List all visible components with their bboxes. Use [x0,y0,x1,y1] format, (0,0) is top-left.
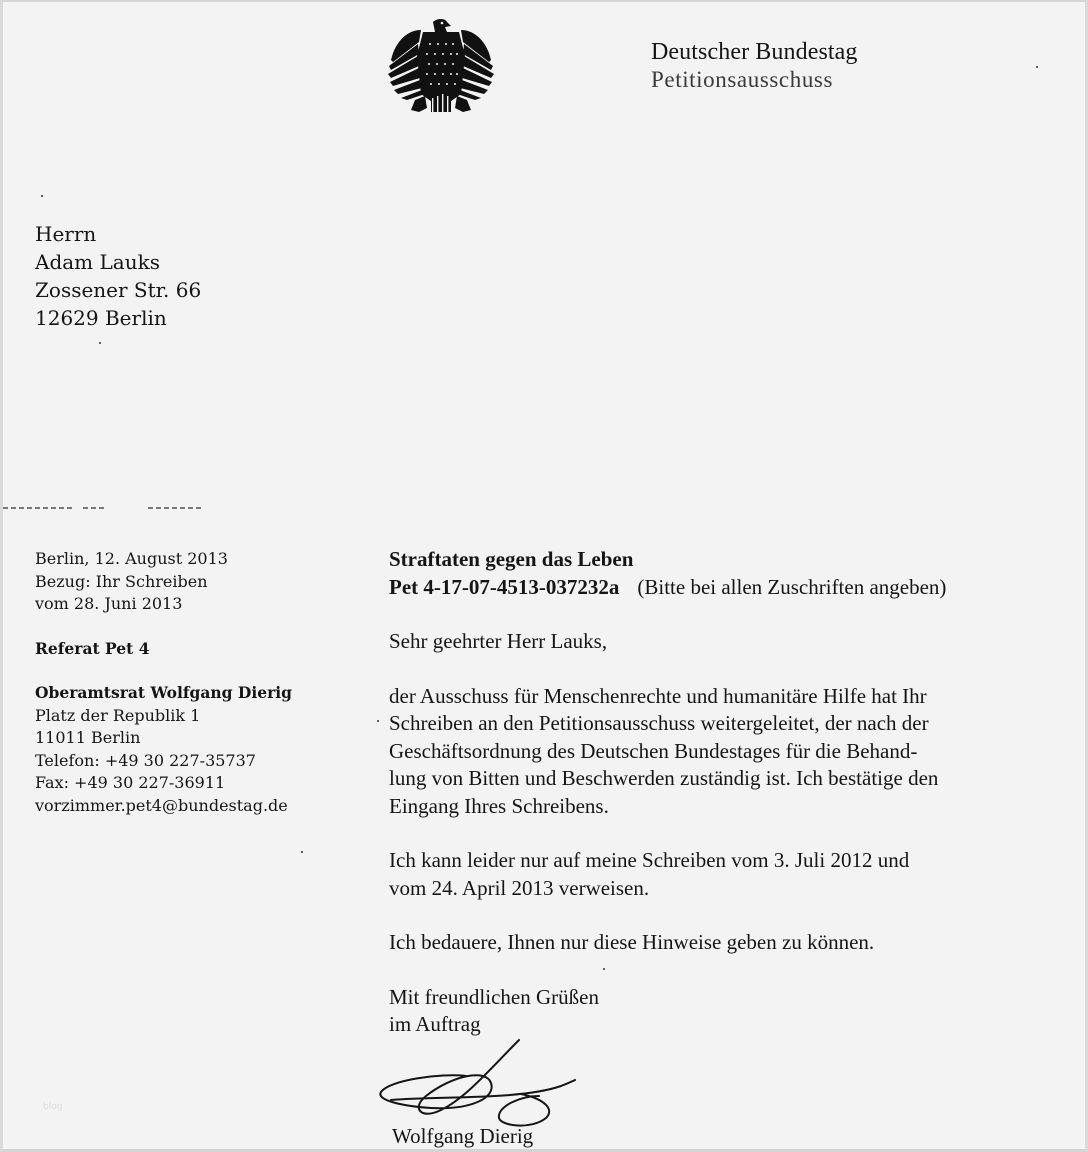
official-name: Oberamtsrat Wolfgang Dierig [35,683,292,702]
scan-speck [1036,66,1038,68]
fold-mark [3,507,75,509]
paragraph-line: der Ausschuss für Menschenrechte und humanitäre Hilfe hat Ihr [389,683,927,708]
letter-body [389,546,1079,1039]
recipient-city: 12629 Berlin [35,306,167,330]
letter-closing [389,984,1079,1039]
sender-fax: Fax: +49 30 227-36911 [35,773,226,792]
petition-number: Pet 4-17-07-4513-037232a [389,574,620,599]
petition-note: (Bitte bei allen Zuschriften angeben) [637,574,947,599]
recipient-name: Adam Lauks [35,250,160,274]
paragraph-line: Geschäftsordnung des Deutschen Bundestages für die Behand- [389,738,918,763]
department-name: Petitionsausschuss [651,67,834,92]
scan-speck [301,851,303,853]
paragraph-3 [389,929,1079,957]
letter-salutation: Sehr geehrter Herr Lauks, [389,629,608,653]
paragraph-line: Ich bedauere, Ihnen nur diese Hinweise geben zu können. [389,930,875,954]
handwritten-signature-icon [371,1038,591,1128]
reference-date: vom 28. Juni 2013 [35,594,183,613]
sender-city: 11011 Berlin [35,728,141,747]
fold-mark [83,507,105,509]
paragraph-2 [389,847,1079,902]
scan-speck [377,720,379,722]
organization-name: Deutscher Bundestag [651,39,858,65]
petition-reference [389,574,1079,602]
recipient-address [35,220,201,332]
sender-phone: Telefon: +49 30 227-35737 [35,750,256,770]
watermark: blog [43,1102,63,1112]
scan-speck [603,968,605,970]
federal-eagle-icon [385,16,497,116]
letter-subject: Straftaten gegen das Leben [389,547,634,571]
paragraph-1 [389,683,1079,821]
closing-line: Mit freundlichen Grüßen [389,984,599,1009]
paragraph-line: Eingang Ihres Schreibens. [389,793,609,818]
recipient-salutation: Herrn [35,222,97,246]
sender-email: vorzimmer.pet4@bundestag.de [35,795,288,815]
letter-date: Berlin, 12. August 2013 [35,549,228,568]
sender-street: Platz der Republik 1 [35,705,201,725]
reference-label: Bezug: Ihr Schreiben [35,571,208,591]
scan-speck [41,195,43,197]
paragraph-line: Ich kann leider nur auf meine Schreiben vom 3. Juli 2012 und [389,848,910,872]
paragraph-line: lung von Bitten und Beschwerden zuständig ist. Ich bestätige den [389,766,939,790]
closing-line: im Auftrag [389,1012,481,1036]
fold-mark [148,507,203,509]
paragraph-line: vom 24. April 2013 verweisen. [389,875,650,900]
recipient-street: Zossener Str. 66 [35,278,202,302]
paragraph-line: Schreiben an den Petitionsausschuss weitergeleitet, der nach der [389,711,929,735]
signer-name: Wolfgang Dierig [392,1124,534,1148]
sender-info [35,548,335,817]
scan-speck [99,342,101,344]
department-code: Referat Pet 4 [35,638,150,658]
